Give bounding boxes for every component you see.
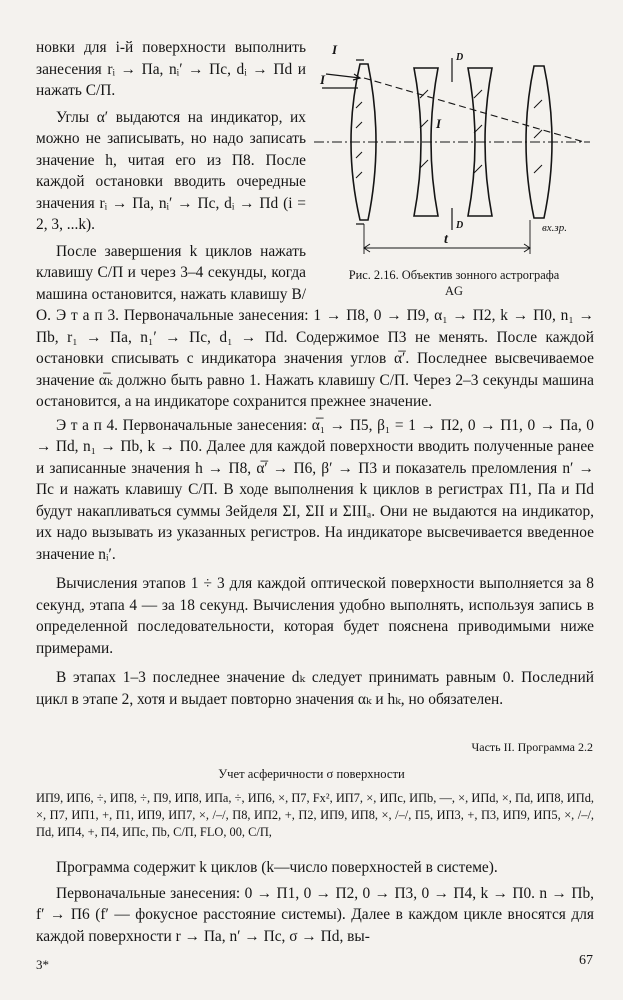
paragraph-angles: Углы α′ выдаются на индикатор, их можно не записывать, но надо записать значение h, читая его из П8. После каждой остановки вводить очередные значения rᵢ → Па, nᵢ′ → Пс, dᵢ → Пd (i = 2, 3, ...k).: [36, 108, 306, 233]
label-t: t: [444, 232, 448, 247]
figure-caption-line1: Рис. 2.16. Объектив зонного астрографа: [348, 268, 560, 282]
paragraph-stage-3: Э т а п 3. Первоначальные занесения: 1 → П8, 0 → П9, α₁ → П2, k → П0, n₁ → Пb, r₁ → Па, n₁′ → Пс, d₁ → Пd. Содержимое П3 не менять. После каждой остановки списывать с индикатора значения углов α̅′. Последнее высвечиваемое значение α̅ₖ должно быть равно 1. Нажать клавишу С/П. Через 2–3 секунды машина остановится, а на индикаторе сохранится прежнее значение.: [36, 307, 594, 410]
label-ray-I-second: I: [320, 72, 326, 87]
paragraph-calc-time: Вычисления этапов 1 ÷ 3 для каждой оптической поверхности выполняется за 8 секунд, этапа 4 — за 18 секунд. Вычисления удобно выполнять, используя запись в определенной последовательности, которая будет пояснена приводимыми ниже примерами.: [36, 575, 594, 657]
full-width-text: [36, 305, 594, 710]
section-title: Учет асферичности σ поверхности: [218, 767, 405, 781]
label-I-center: I: [436, 116, 442, 131]
label-D-bottom: D: [456, 220, 464, 231]
paragraph-program-cycles: Программа содержит k циклов (k—число поверхностей в системе).: [56, 859, 498, 876]
lens-diagram-svg: [312, 38, 594, 274]
bottom-text: [36, 857, 594, 947]
lens-diagram: [312, 38, 594, 274]
left-column: [36, 37, 306, 327]
paragraph-stage-4: Э т а п 4. Первоначальные занесения: α̅₁ → П5, β₁ = 1 → П2, 0 → П1, 0 → Па, 0 → Пd, n₁ → Пb, k → П0. Далее для каждой поверхности вводить полученные ранее и записанные значения h → П8, α̅′ → П6, β′ → П3 и показатель преломления n′ → Пс и нажать клавишу С/П. В ходе выполнения k циклов в регистрах П1, Па и Пd будут накапливаться суммы Зейделя ΣI, ΣII и ΣIIIₐ. Они не выдаются на индикатор, их надо вызывать из указанных регистров. На индикаторе высвечивается введенное значение nᵢ′.: [36, 416, 594, 563]
figure-caption: [314, 268, 594, 299]
label-entrance-pupil: вх.зр.: [542, 222, 567, 234]
signature-mark: 3*: [36, 957, 49, 972]
paragraph-last-value: В этапах 1–3 последнее значение dₖ следует принимать равным 0. Последний цикл в этапе 2, хотя и выдает повторно значения αₖ и hₖ, но обязателен.: [36, 669, 594, 708]
page-number: 67: [579, 953, 593, 968]
figure-caption-line2: AG: [445, 283, 463, 298]
paragraph-after-cycles: После завершения k циклов нажать клавишу С/П и через 3–4 секунды, когда машина остановится, нажать клавишу В/О.: [36, 242, 306, 324]
paragraph-initial-entries: Первоначальные занесения: 0 → П1, 0 → П2, 0 → П3, 0 → П4, k → П0. n → Пb, f′ → П6 (f′ — фокусное расстояние системы). Далее в каждом цикле вносятся для каждой поверхности r → Па, n′ → Пс, σ → Пd, вы-: [36, 884, 594, 945]
paragraph-continuation: новки для i-й поверхности выполнить занесения rᵢ → Па, nᵢ′ → Пс, dᵢ → Пd и нажать С/П.: [36, 39, 306, 99]
label-D-top: D: [456, 52, 464, 63]
section-reference: Часть II. Программа 2.2: [471, 740, 593, 754]
program-code: ИП9, ИП6, ÷, ИП8, ÷, П9, ИП8, ИПа, ÷, ИП6, ×, П7, Fx², ИП7, ×, ИПс, ИПb, —, ×, ИПd, ×, Пd, ИП8, ИПd, ×, П7, ИП1, +, П1, ИП9, ИП7, ×, /–/, П8, ИП2, +, П2, ИП9, ИП8, ×, /–/, П5, ИП3, +, П3, ИП9, ИП5, ×, /–/, Пd, ИП4, +, П4, ИПс, Пb, С/П, FLO, 00, С/П,: [36, 791, 594, 839]
label-ray-I: I: [332, 42, 338, 57]
